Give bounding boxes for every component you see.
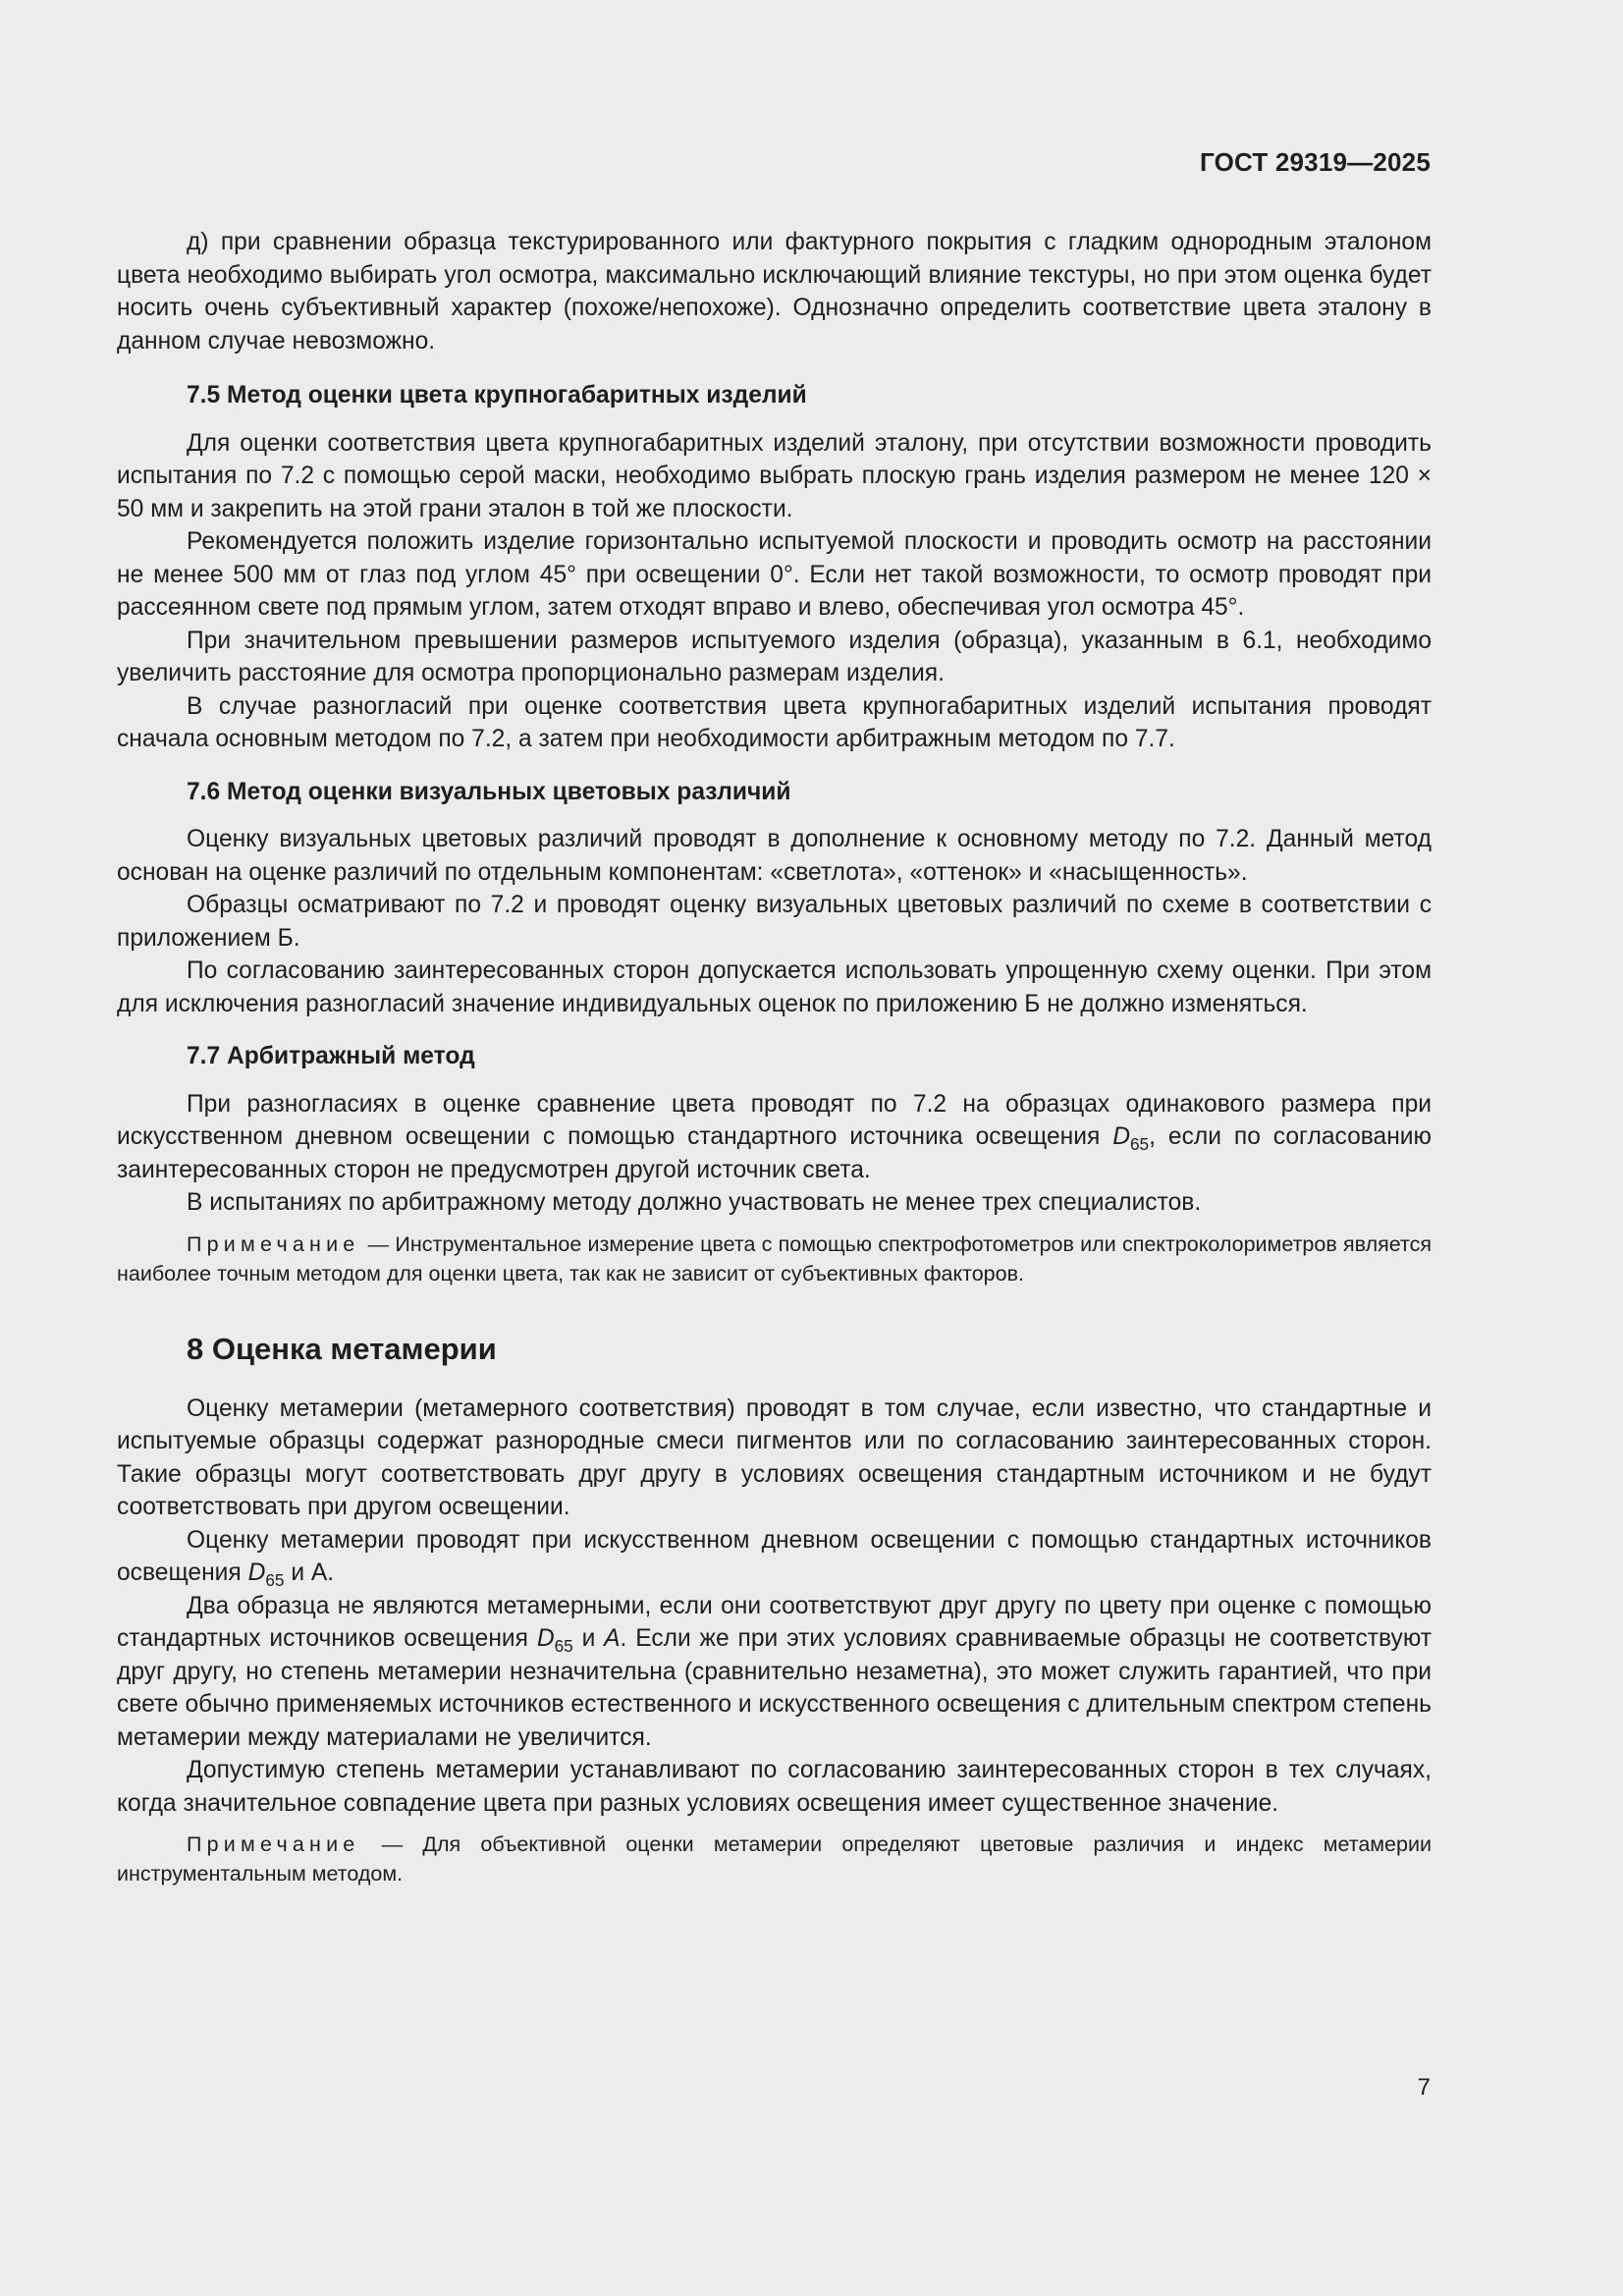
section-7-7-heading: 7.7 Арбитражный метод [187,1043,475,1069]
illuminant-symbol: А [604,1625,621,1652]
paragraph-d: д) при сравнении образца текстурированного или фактурного покрытия с гладким однородным эталоном цвета необходимо выбирать угол осмотра, максимально исключающий влияние текстуры, но при этом оценка будет носить очень субъективный характер (похоже/непохоже). Однозначно определить соответствие цвета эталону в данном случае невозможно. [117,229,1432,355]
section-8-paragraph-3 [117,1590,1432,1755]
section-7-5-paragraph-4: В случае разногласий при оценке соответствия цвета крупногабаритных изделий испытания проводят сначала основным методом по 7.2, а затем при необходимости арбитражным методом по 7.7. [117,692,1432,752]
section-7-6-heading: 7.6 Метод оценки визуальных цветовых различий [187,778,791,805]
section-8-paragraph-4: Допустимую степень метамерии устанавливают по согласованию заинтересованных сторон в тех случаях, когда значительное совпадение цвета при разных условиях освещения имеет существенное значение. [117,1757,1432,1817]
section-7-6-paragraph-1: Оценку визуальных цветовых различий проводят в дополнение к основному методу по 7.2. Данный метод основан на оценке различий по отдельным компонентам: «светлота», «оттенок» и «насыщенность». [117,826,1432,886]
illuminant-symbol: D [536,1625,555,1652]
section-8-note [117,1830,1432,1888]
section-7-7-paragraph-2: В испытаниях по арбитражному методу должно участвовать не менее трех специалистов. [187,1189,1202,1216]
section-7-7-paragraph-1 [117,1088,1432,1187]
section-7-7-note [117,1230,1432,1288]
text-run: и А. [284,1559,335,1586]
page-content [117,226,1432,1888]
illuminant-subscript: 65 [265,1570,285,1590]
document-id-header: ГОСТ 29319—2025 [1200,147,1431,177]
section-7-5-heading: 7.5 Метод оценки цвета крупногабаритных изделий [187,382,807,409]
section-7-5-paragraph-1: Для оценки соответствия цвета крупногабаритных изделий эталону, при отсутствии возможности проводить испытания по 7.2 с помощью серой маски, необходимо выбрать плоскую грань изделия размером не менее 120 × 50 мм и закрепить на этой грани эталон в той же плоскости. [117,429,1432,522]
text-run: Оценку метамерии проводят при искусственном дневном освещении с помощью стандартных источников освещения [117,1526,1432,1586]
section-7-6-paragraph-3: По согласованию заинтересованных сторон допускается использовать упрощенную схему оценки. При этом для исключения разногласий значение индивидуальных оценок по приложению Б не должно изменяться. [117,957,1432,1017]
section-7-5-paragraph-3: При значительном превышении размеров испытуемого изделия (образца), указанным в 6.1, необходимо увеличить расстояние для осмотра пропорционально размерам изделия. [117,627,1432,686]
section-8-paragraph-1: Оценку метамерии (метамерного соответствия) проводят в том случае, если известно, что стандартные и испытуемые образцы содержат разнородные смеси пигментов или по согласованию заинтересованных сторон. Такие образцы могут соответствовать друг другу в условиях освещения стандартным источником и не будут соответствовать при другом освещении. [117,1394,1432,1520]
illuminant-subscript: 65 [1129,1134,1150,1154]
section-7-6-paragraph-2: Образцы осматривают по 7.2 и проводят оценку визуальных цветовых различий по схеме в соответствии с приложением Б. [117,892,1432,952]
note-text: — Инструментальное измерение цвета с помощью спектрофотометров или спектроколориметров является наиболее точным методом для оценки цвета, так как не зависит от субъективных факторов. [117,1231,1432,1285]
page-number: 7 [1417,2074,1431,2101]
illuminant-symbol: D [1112,1123,1130,1150]
text-run: и [572,1625,605,1652]
note-text: — Для объективной оценки метамерии определяют цветовые различия и индекс метамерии инструментальным методом. [117,1832,1432,1886]
section-8-paragraph-2 [117,1524,1432,1590]
section-8-heading: 8 Оценка метамерии [187,1331,497,1366]
note-label: Примечание [187,1231,360,1256]
section-7-5-paragraph-2: Рекомендуется положить изделие горизонтально испытуемой плоскости и проводить осмотр на расстоянии не менее 500 мм от глаз под углом 45° при освещении 0°. Если нет такой возможности, то осмотр проводят при рассеянном свете под прямым углом, затем отходят вправо и влево, обеспечивая угол осмотра 45°. [117,528,1432,621]
text-run: Два образца не являются метамерными, если они соответствуют друг другу по цвету при оценке с помощью стандартных источников освещения [117,1592,1432,1652]
text-run: . Если же при этих условиях сравниваемые образцы не соответствуют друг другу, но степень метамерии незначительна (сравнительно незаметна), это может служить гарантией, что при свете обычно применяемых источников естественного и искусственного освещения с длительным спектром степень метамерии между материалами не увеличится. [117,1625,1432,1751]
text-run: , если по согласованию заинтересованных сторон не предусмотрен другой источник света. [117,1123,1432,1183]
illuminant-symbol: D [247,1559,266,1586]
text-run: При разногласиях в оценке сравнение цвета проводят по 7.2 на образцах одинакового размера при искусственном дневном освещении с помощью стандартного источника освещения [117,1090,1432,1150]
note-label: Примечание [187,1832,360,1856]
illuminant-subscript: 65 [554,1636,573,1656]
